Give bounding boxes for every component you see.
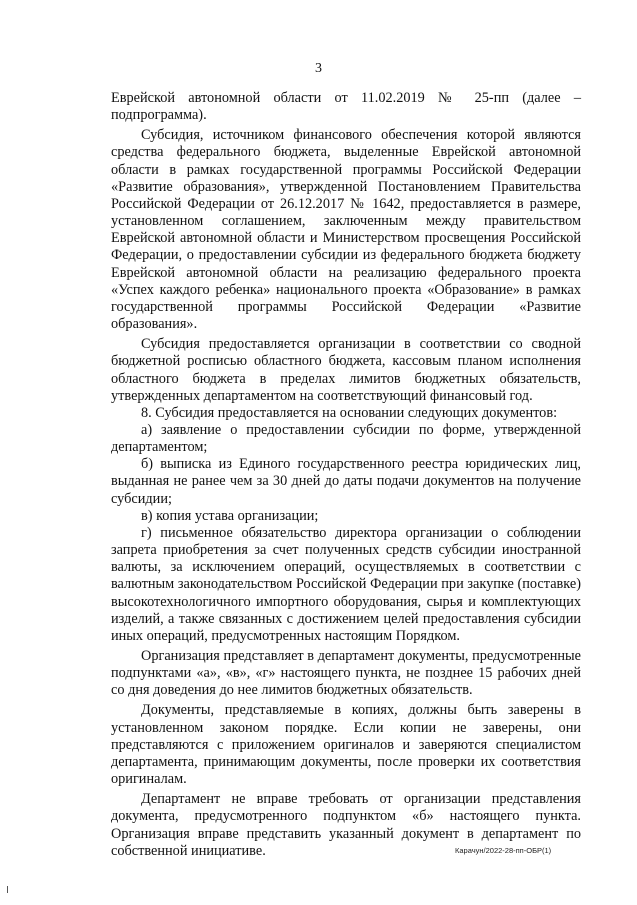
footer-document-code: Карачун/2022-28-пп-ОБР(1) <box>455 846 552 855</box>
margin-mark <box>7 886 8 893</box>
page-number: 3 <box>315 61 322 76</box>
paragraph-department-rights: Департамент не вправе требовать от организации представления документа, предусмотренного подпунктом «б» настоящего пункта. Организация вправе представить указанный документ в департамент по собственной инициативе. <box>111 791 581 859</box>
paragraph-subsidy-source: Субсидия, источником финансового обеспечения которой являются средства федерального бюджета, выделенные Еврейской автономной области в рамках государственной программы Российской Федерации «Развитие образования», утвержденной Постановлением Правительства Российской Федерации от 26.12.2017 № 1642, предоставляется в размере, установленном соглашением, заключенным между правительством Еврейской автономной области и Министерством просвещения Российской Федерации, о предоставлении субсидии из федерального бюджета бюджету Еврейской автономной области на реализацию федерального проекта «Успех каждого ребенка» национального проекта «Образование» в рамках государственной программы Российской Федерации «Развитие образования». <box>111 127 581 333</box>
document-body <box>111 90 581 860</box>
paragraph-item-8: 8. Субсидия предоставляется на основании следующих документов: <box>141 404 558 421</box>
paragraph-copies-certification: Документы, представляемые в копиях, должны быть заверены в установленном законом порядке. Если копии не заверены, они представляются с приложением оригиналов и заверяются специалистом департамента, принимающим документы, после проверки их соответствия оригиналам. <box>111 702 581 788</box>
paragraph-subitem-a: а) заявление о предоставлении субсидии по форме, утвержденной департаментом; <box>111 421 581 456</box>
paragraph-continuation: Еврейской автономной области от 11.02.2019 № 25-пп (далее – подпрограмма). <box>111 90 581 124</box>
paragraph-subitem-v: в) копия устава организации; <box>141 507 319 524</box>
paragraph-subsidy-budget: Субсидия предоставляется организации в соответствии со сводной бюджетной росписью областного бюджета, кассовым планом исполнения областного бюджета в пределах лимитов бюджетных обязательств, утвержденных департаментом на соответствующий финансовый год. <box>111 336 581 404</box>
paragraph-subitem-b: б) выписка из Единого государственного реестра юридических лиц, выданная не ранее чем за 30 дней до даты подачи документов на получение субсидии; <box>111 456 581 507</box>
paragraph-submission-deadline: Организация представляет в департамент документы, предусмотренные подпунктами «а», «в», «г» настоящего пункта, не позднее 15 рабочих дней со дня доведения до нее лимитов бюджетных обязательств. <box>111 648 581 699</box>
paragraph-subitem-g: г) письменное обязательство директора организации о соблюдении запрета приобретения за счет полученных средств субсидии иностранной валюты, за исключением операций, осуществляемых в соответствии с валютным законодательством Российской Федерации при закупке (поставке) высокотехнологичного импортного оборудования, сырья и комплектующих изделий, а также связанных с достижением целей предоставления субсидии иных операций, предусмотренных настоящим Порядком. <box>111 524 581 644</box>
